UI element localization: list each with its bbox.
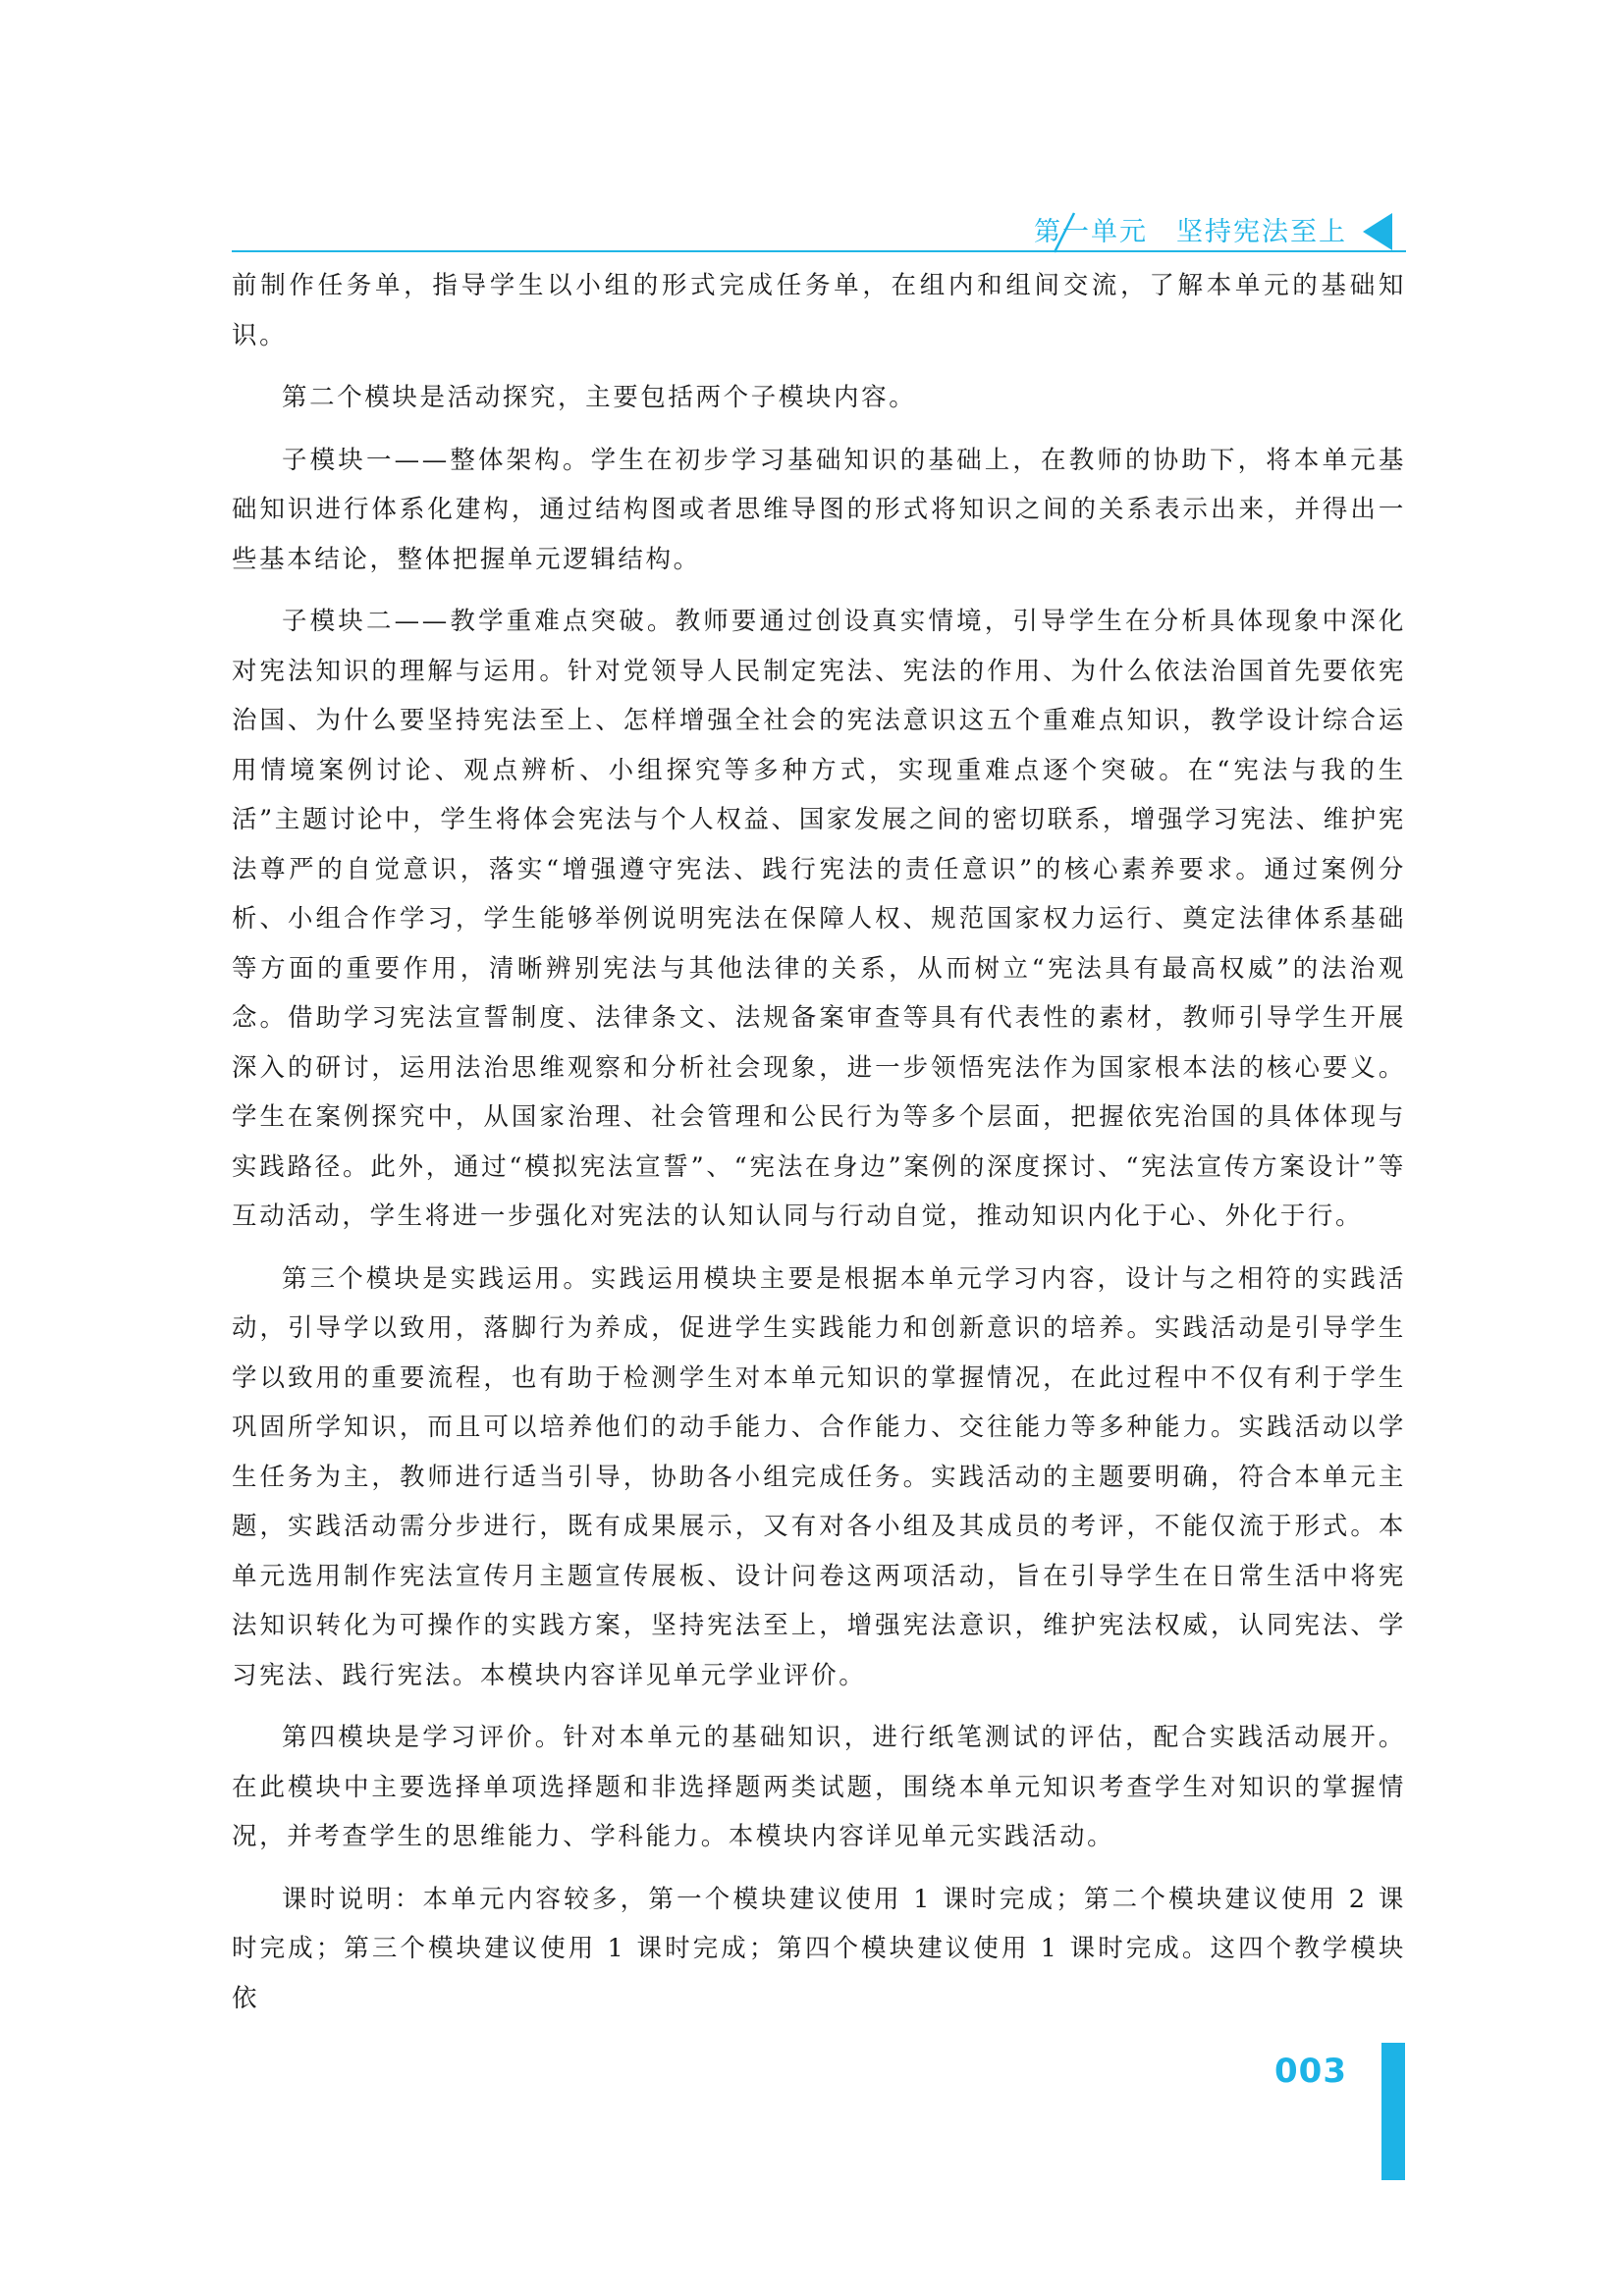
body-text [232, 261, 1406, 2036]
paragraph-continuation: 前制作任务单，指导学生以小组的形式完成任务单，在组内和组间交流，了解本单元的基础知识。 [232, 271, 1406, 350]
paragraph-module-four: 第四模块是学习评价。针对本单元的基础知识，进行纸笔测试的评估，配合实践活动展开。在此模块中主要选择单项选择题和非选择题两类试题，围绕本单元知识考查学生对知识的掌握情况，并考查学生的思维能力、学科能力。本模块内容详见单元实践活动。 [232, 1723, 1406, 1851]
triangle-arrow-icon [1363, 213, 1392, 250]
running-header [232, 209, 1406, 252]
unit-title: 第一单元 坚持宪法至上 [1034, 217, 1347, 247]
paragraph-module-two: 第二个模块是活动探究，主要包括两个子模块内容。 [282, 383, 917, 412]
header-rule [232, 250, 1406, 252]
paragraph-class-hours: 课时说明：本单元内容较多，第一个模块建议使用 1 课时完成；第二个模块建议使用 2 课时完成；第三个模块建议使用 1 课时完成；第四个模块建议使用 1 课时完成。这四个教学模块依 [232, 1884, 1406, 2013]
page-number: 003 [1274, 2052, 1347, 2091]
paragraph-module-three: 第三个模块是实践运用。实践运用模块主要是根据本单元学习内容，设计与之相符的实践活动，引导学以致用，落脚行为养成，促进学生实践能力和创新意识的培养。实践活动是引导学生学以致用的重要流程，也有助于检测学生对本单元知识的掌握情况，在此过程中不仅有利于学生巩固所学知识，而且可以培养他们的动手能力、合作能力、交往能力等多种能力。实践活动以学生任务为主，教师进行适当引导，协助各小组完成任务。实践活动的主题要明确，符合本单元主题，实践活动需分步进行，既有成果展示，又有对各小组及其成员的考评，不能仅流于形式。本单元选用制作宪法宣传月主题宣传展板、设计问卷这两项活动，旨在引导学生在日常生活中将宪法知识转化为可操作的实践方案，坚持宪法至上，增强宪法意识，维护宪法权威，认同宪法、学习宪法、践行宪法。本模块内容详见单元学业评价。 [232, 1263, 1406, 1690]
page-edge-tab [1381, 2043, 1405, 2180]
paragraph-submodule-one: 子模块一——整体架构。学生在初步学习基础知识的基础上，在教师的协助下，将本单元基础知识进行体系化建构，通过结构图或者思维导图的形式将知识之间的关系表示出来，并得出一些基本结论，整体把握单元逻辑结构。 [232, 445, 1406, 574]
paragraph-submodule-two: 子模块二——教学重难点突破。教师要通过创设真实情境，引导学生在分析具体现象中深化对宪法知识的理解与运用。针对党领导人民制定宪法、宪法的作用、为什么依法治国首先要依宪治国、为什么要坚持宪法至上、怎样增强全社会的宪法意识这五个重难点知识，教学设计综合运用情境案例讨论、观点辨析、小组探究等多种方式，实现重难点逐个突破。在“宪法与我的生活”主题讨论中，学生将体会宪法与个人权益、国家发展之间的密切联系，增强学习宪法、维护宪法尊严的自觉意识，落实“增强遵守宪法、践行宪法的责任意识”的核心素养要求。通过案例分析、小组合作学习，学生能够举例说明宪法在保障人权、规范国家权力运行、奠定法律体系基础等方面的重要作用，清晰辨别宪法与其他法律的关系，从而树立“宪法具有最高权威”的法治观念。借助学习宪法宣誓制度、法律条文、法规备案审查等具有代表性的素材，教师引导学生开展深入的研讨，运用法治思维观察和分析社会现象，进一步领悟宪法作为国家根本法的核心要义。学生在案例探究中，从国家治理、社会管理和公民行为等多个层面，把握依宪治国的具体体现与实践路径。此外，通过“模拟宪法宣誓”、“宪法在身边”案例的深度探讨、“宪法宣传方案设计”等互动活动，学生将进一步强化对宪法的认知认同与行动自觉，推动知识内化于心、外化于行。 [232, 607, 1406, 1231]
